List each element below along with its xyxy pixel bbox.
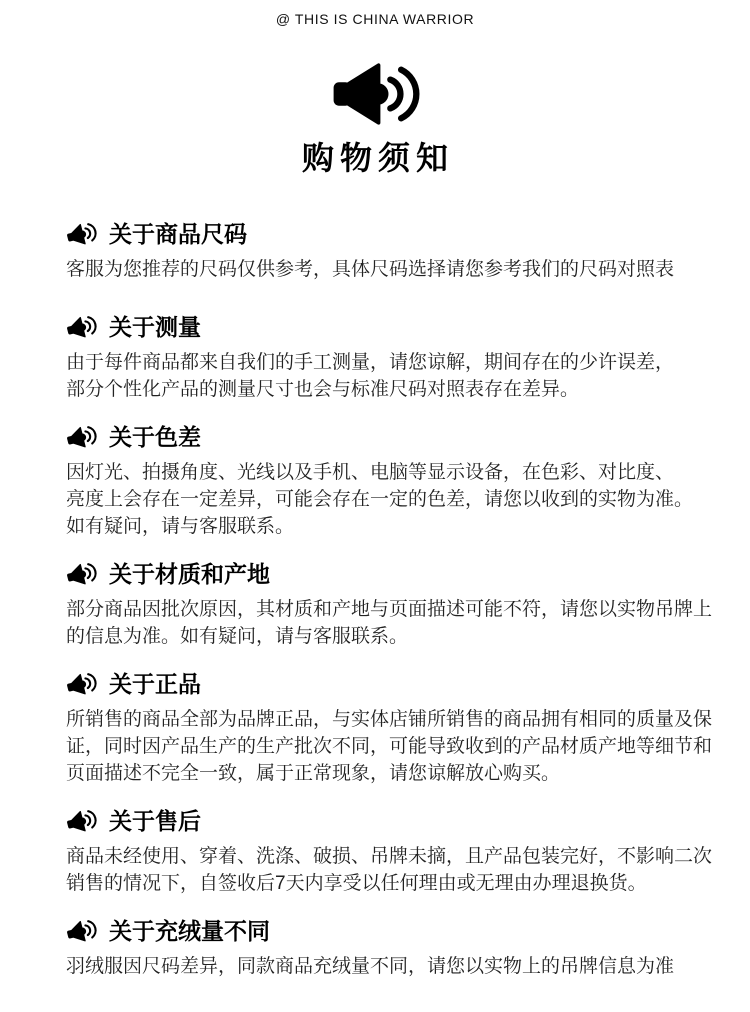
section-text-line: 的信息为准。如有疑问，请与客服联系。: [66, 626, 409, 647]
speaker-icon: [63, 312, 99, 344]
section-title: 关于售后: [109, 808, 201, 834]
section-title: 关于正品: [109, 671, 201, 697]
page-title: 购物须知: [301, 140, 454, 176]
section-heading: [66, 561, 686, 588]
section-heading: [66, 808, 686, 835]
section-text-line: 亮度上会存在一定差异，可能会存在一定的色差，请您以收到的实物为准。: [66, 489, 694, 510]
section-heading: [66, 314, 686, 341]
speaker-icon: [63, 669, 99, 701]
section-after-sales: [66, 808, 713, 897]
section-authenticity: [66, 671, 713, 787]
speaker-icon: [63, 916, 99, 948]
section-material-origin: [66, 561, 713, 650]
section-down-filling: [66, 918, 686, 980]
section-heading: [66, 221, 686, 248]
section-text-line: 由于每件商品都来自我们的手工测量，请您谅解，期间存在的少许误差，: [66, 352, 675, 373]
section-title: 关于材质和产地: [109, 561, 270, 587]
section-text-line: 所销售的商品全部为品牌正品，与实体店铺所销售的商品拥有相同的质量及保: [66, 709, 713, 730]
section-text-line: 商品未经使用、穿着、洗涤、破损、吊牌未摘，且产品包装完好，不影响二次: [66, 846, 713, 867]
speaker-icon: [63, 559, 99, 591]
notice-sections: [66, 221, 713, 980]
section-text-line: 销售的情况下，自签收后7天内享受以任何理由或无理由办理退换货。: [66, 873, 647, 894]
section-color-difference: [66, 424, 694, 540]
section-title: 关于色差: [109, 424, 201, 450]
section-title: 关于充绒量不同: [109, 918, 270, 944]
section-text-line: 部分个性化产品的测量尺寸也会与标准尺码对照表存在差异。: [66, 379, 580, 400]
section-measurement: [66, 314, 686, 403]
section-title: 关于商品尺码: [109, 221, 247, 247]
hero: [0, 58, 750, 177]
section-heading: [66, 424, 686, 451]
speaker-icon: [63, 422, 99, 454]
section-text-line: 客服为您推荐的尺码仅供参考，具体尺码选择请您参考我们的尺码对照表: [66, 259, 675, 280]
section-title: 关于测量: [109, 314, 201, 340]
brand-header: @ THIS IS CHINA WARRIOR: [275, 11, 475, 27]
section-text-line: 羽绒服因尺码差异，同款商品充绒量不同，请您以实物上的吊牌信息为准: [66, 956, 675, 977]
speaker-icon: [63, 219, 99, 251]
section-heading: [66, 918, 686, 945]
speaker-icon: [63, 806, 99, 838]
section-text-line: 页面描述不完全一致，属于正常现象，请您谅解放心购买。: [66, 763, 561, 784]
speaker-icon: [329, 58, 421, 130]
section-text-line: 证，同时因产品生产的生产批次不同，可能导致收到的产品材质产地等细节和: [66, 736, 713, 757]
section-size: [66, 221, 686, 283]
section-text-line: 如有疑问，请与客服联系。: [66, 516, 295, 537]
section-text-line: 部分商品因批次原因，其材质和产地与页面描述可能不符，请您以实物吊牌上: [66, 599, 713, 620]
section-text-line: 因灯光、拍摄角度、光线以及手机、电脑等显示设备，在色彩、对比度、: [66, 462, 675, 483]
section-heading: [66, 671, 686, 698]
